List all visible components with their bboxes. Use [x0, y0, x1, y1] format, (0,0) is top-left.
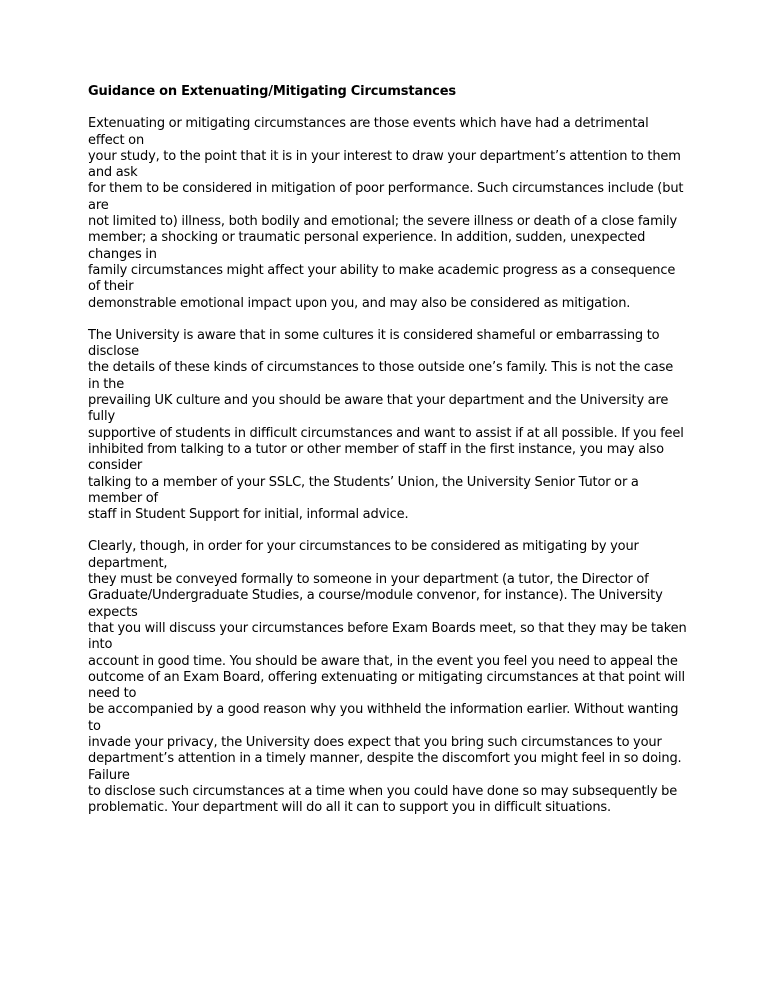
document-heading: Guidance on Extenuating/Mitigating Circumstances	[88, 84, 456, 99]
document-page	[88, 84, 688, 832]
paragraph-definition: Extenuating or mitigating circumstances are those events which have had a detrimental effect on your study, to the point that it is in your interest to draw your department’s attention to them and ask for them to be considered in mitigation of poor performance. Such circumstances include (but are not limited to) illness, both bodily and emotional; the severe illness or death of a close family member; a shocking or traumatic personal experience. In addition, sudden, unexpected changes in family circumstances might affect your ability to make academic progress as a consequence of their demonstrable emotional impact upon you, and may also be considered as mitigation.	[88, 116, 684, 311]
paragraph-cultural-awareness: The University is aware that in some cultures it is considered shameful or embarrassing to disclose the details of these kinds of circumstances to those outside one’s family. This is not the case in the prevailing UK culture and you should be aware that your department and the University are fully supportive of students in difficult circumstances and want to assist if at all possible. If you feel inhibited from talking to a tutor or other member of staff in the first instance, you may also consider talking to a member of your SSLC, the Students’ Union, the University Senior Tutor or a member of staff in Student Support for initial, informal advice.	[88, 327, 684, 523]
paragraph-formal-disclosure: Clearly, though, in order for your circumstances to be considered as mitigating by your department, they must be conveyed formally to someone in your department (a tutor, the Director of Graduate/Undergraduate Studies, a course/module convenor, for instance). The University expects that you will discuss your circumstances before Exam Boards meet, so that they may be taken into account in good time. You should be aware that, in the event you feel you need to appeal the outcome of an Exam Board, offering extenuating or mitigating circumstances at that point will need to be accompanied by a good reason why you withheld the information earlier. Without wanting to invade your privacy, the University does expect that you bring such circumstances to your department’s attention in a timely manner, despite the discomfort you might feel in so doing. Failure to disclose such circumstances at a time when you could have done so may subsequently be problematic. Your department will do all it can to support you in difficult situations.	[88, 539, 687, 816]
